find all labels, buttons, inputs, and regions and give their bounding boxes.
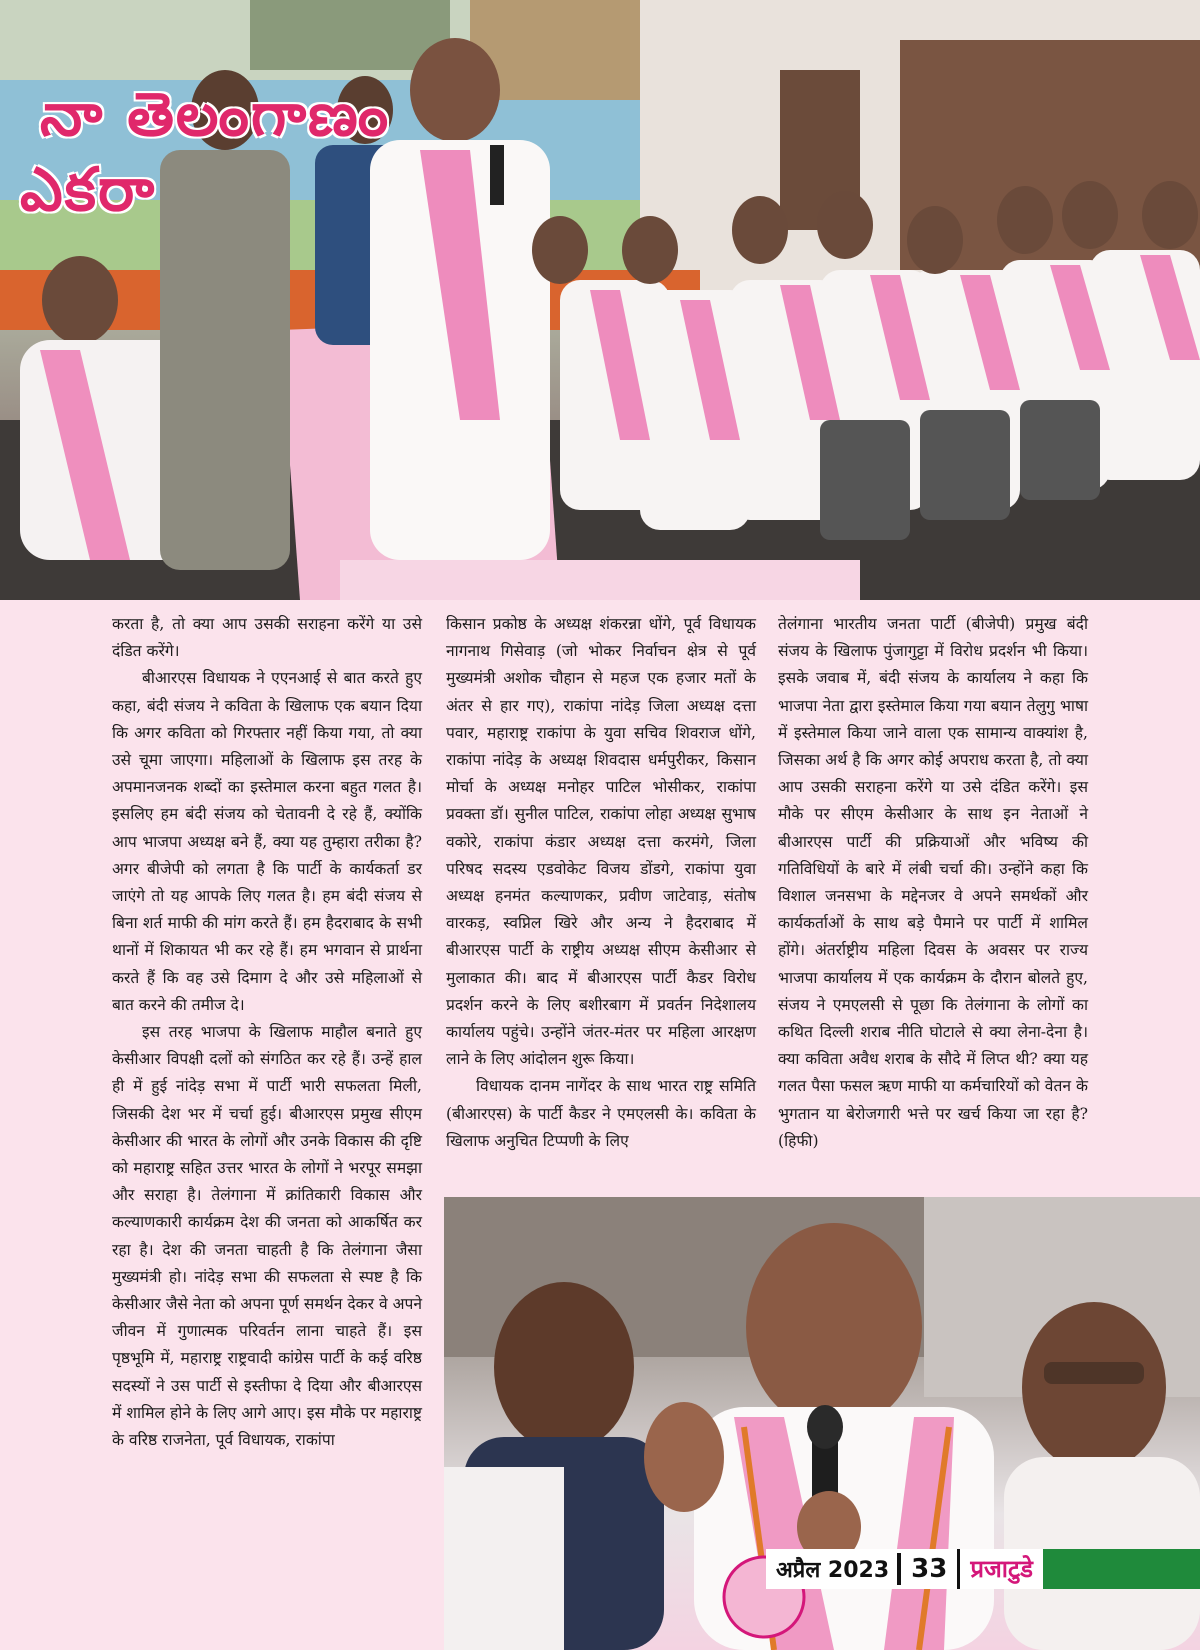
paragraph: किसान प्रकोष्ठ के अध्यक्ष शंकरन्ना धोंगे, पूर्व विधायक नागनाथ गिसेवाड़ (जो भोकर निर्वाचन क्षेत्र से पूर्व मुख्यमंत्री अशोक चौहान से महज एक हजार मतों के अंतर से हार गए), राकांपा नांदेड़ जिला अध्यक्ष दत्ता पवार, महाराष्ट्र राकांपा के युवा सचिव शिवराज धोंगे, राकांपा नांदेड़ के अध्यक्ष शिवदास धर्मपुरीकर, किसान मोर्चा के अध्यक्ष मनोहर पाटिल भोसीकर, राकांपा प्रवक्ता डॉ। सुनील पाटिल, राकांपा लोहा अध्यक्ष सुभाष वकोरे, राकांपा कंडार अध्यक्ष दत्ता करमंगे, जिला परिषद सदस्य एडवोकेट विजय डोंडगे, राकांपा युवा अध्यक्ष हनमंत कल्याणकर, प्रवीण जाटेवाड़, संतोष वारकड़, स्वप्निल खिरे और अन्य ने हैदराबाद में बीआरएस पार्टी के राष्ट्रीय अध्यक्ष सीएम केसीआर से मुलाकात की। बाद में बीआरएस पार्टी कैडर विरोध प्रदर्शन करने के लिए बशीरबाग में प्रवर्तन निदेशालय कार्यालय पहुंचे। उन्होंने जंतर-मंतर पर महिला आरक्षण लाने के लिए आंदोलन शुरू किया। — [446, 615, 756, 1069]
footer-green-bar — [1043, 1549, 1200, 1589]
paragraph: बीआरएस विधायक ने एएनआई से बात करते हुए कहा, बंदी संजय ने कविता के खिलाफ एक बयान दिया कि अगर कविता को गिरफ्तार नहीं किया गया, तो क्या उसे चूमा जाएगा। महिलाओं के खिलाफ इस तरह के अपमानजनक शब्दों का इस्तेमाल करना बहुत गलत है। इसलिए हम बंदी संजय को चेतावनी दे रहे हैं, क्योंकि आप भाजपा अध्यक्ष बने हैं, क्या यह तुम्हारा तरीका है? अगर बीजेपी को लगता है कि पार्टी के कार्यकर्ता डर जाएंगे तो यह आपके लिए गलत है। हम बंदी संजय से बिना शर्त माफी की मांग करते हैं। हम हैदराबाद के सभी थानों में शिकायत भी कर रहे हैं। हम भगवान से प्रार्थना करते हैं कि वह उसे दिमाग दे और उसे महिलाओं से बात करने की तमीज दे। — [112, 669, 422, 1014]
article-column-3 — [778, 611, 1088, 1155]
page-footer — [766, 1549, 1200, 1589]
paragraph: विधायक दानम नागेंदर के साथ भारत राष्ट्र समिति (बीआरएस) के पार्टी कैडर ने एमएलसी के। कविता के खिलाफ अनुचित टिप्पणी के लिए — [446, 1077, 756, 1150]
paragraph: तेलंगाना भारतीय जनता पार्टी (बीजेपी) प्रमुख बंदी संजय के खिलाफ पुंजागुट्टा में विरोध प्रदर्शन भी किया। इसके जवाब में, बंदी संजय के कार्यालय ने कहा कि भाजपा नेता द्वारा इस्तेमाल किया गया बयान तेलुगु भाषा में इस्तेमाल किया जाने वाला एक सामान्य वाक्यांश है, जिसका अर्थ है कि अगर कोई अपराध करता है, तो क्या आप उसकी सराहना करेंगे या उसे दंडित करेंगे। इस मौके पर सीएम केसीआर के साथ इन नेताओं ने बीआरएस पार्टी की प्रक्रियाओं और भविष्य की गतिविधियों के बारे में लंबी चर्चा की। उन्होंने कहा कि विशाल जनसभा के मद्देनजर वे अपने समर्थकों और कार्यकर्ताओं के साथ बड़े पैमाने पर पार्टी में शामिल होंगे। अंतर्राष्ट्रीय महिला दिवस के अवसर पर राज्य भाजपा कार्यालय में एक कार्यक्रम के दौरान बोलते हुए, संजय ने एमएलसी से पूछा कि तेलंगाना के लोगों का कथित दिल्ली शराब नीति घोटाले से क्या लेना-देना है। क्या कविता अवैध शराब के सौदे में लिप्त थी? क्या यह गलत पैसा फसल ऋण माफी या कर्मचारियों को वेतन के भुगतान या बेरोजगारी भत्ते पर खर्च किया जा रहा है? (हिफी) — [778, 615, 1088, 1150]
page-number: 33 — [911, 1554, 948, 1584]
issue-date: अप्रैल 2023 — [776, 1558, 890, 1583]
article-column-1 — [112, 611, 422, 1454]
magazine-name: प्रजाटुडे — [957, 1549, 1043, 1589]
banner-text-line2: ఎకరా — [20, 155, 157, 225]
paragraph: इस तरह भाजपा के खिलाफ माहौल बनाते हुए केसीआर विपक्षी दलों को संगठित कर रहे हैं। उन्हें हाल ही में हुई नांदेड़ सभा में पार्टी भारी सफलता मिली, जिसकी देश भर में चर्चा हुई। बीआरएस प्रमुख सीएम केसीआर की भारत के लोगों और उनके विकास की दृष्टि को महाराष्ट्र सहित उत्तर भारत के लोगों ने भरपूर समझा और सराहा है। तेलंगाना में क्रांतिकारी विकास और कल्याणकारी कार्यक्रम देश की जनता को आकर्षित कर रहा है। देश की जनता चाहती है कि तेलंगाना जैसा मुख्यमंत्री हो। नांदेड़ सभा की सफलता से स्पष्ट है कि केसीआर जैसे नेता को अपना पूर्ण समर्थन देकर वे अपने जीवन में गुणात्मक परिवर्तन लाना चाहते हैं। इस पृष्ठभूमि में, महाराष्ट्र राष्ट्रवादी कांग्रेस पार्टी के कई वरिष्ठ सदस्यों ने उस पार्टी से इस्तीफा दे दिया और बीआरएस में शामिल होने के लिए आगे आए। इस मौके पर महाराष्ट्र के वरिष्ठ राजनेता, पूर्व विधायक, राकांपा — [112, 1023, 423, 1450]
article-column-2 — [446, 611, 756, 1155]
paragraph: करता है, तो क्या आप उसकी सराहना करेंगे या उसे दंडित करेंगे। — [112, 615, 422, 661]
top-photo — [0, 0, 1200, 600]
banner-text-line1: నా తెలంగాణం — [40, 80, 391, 150]
